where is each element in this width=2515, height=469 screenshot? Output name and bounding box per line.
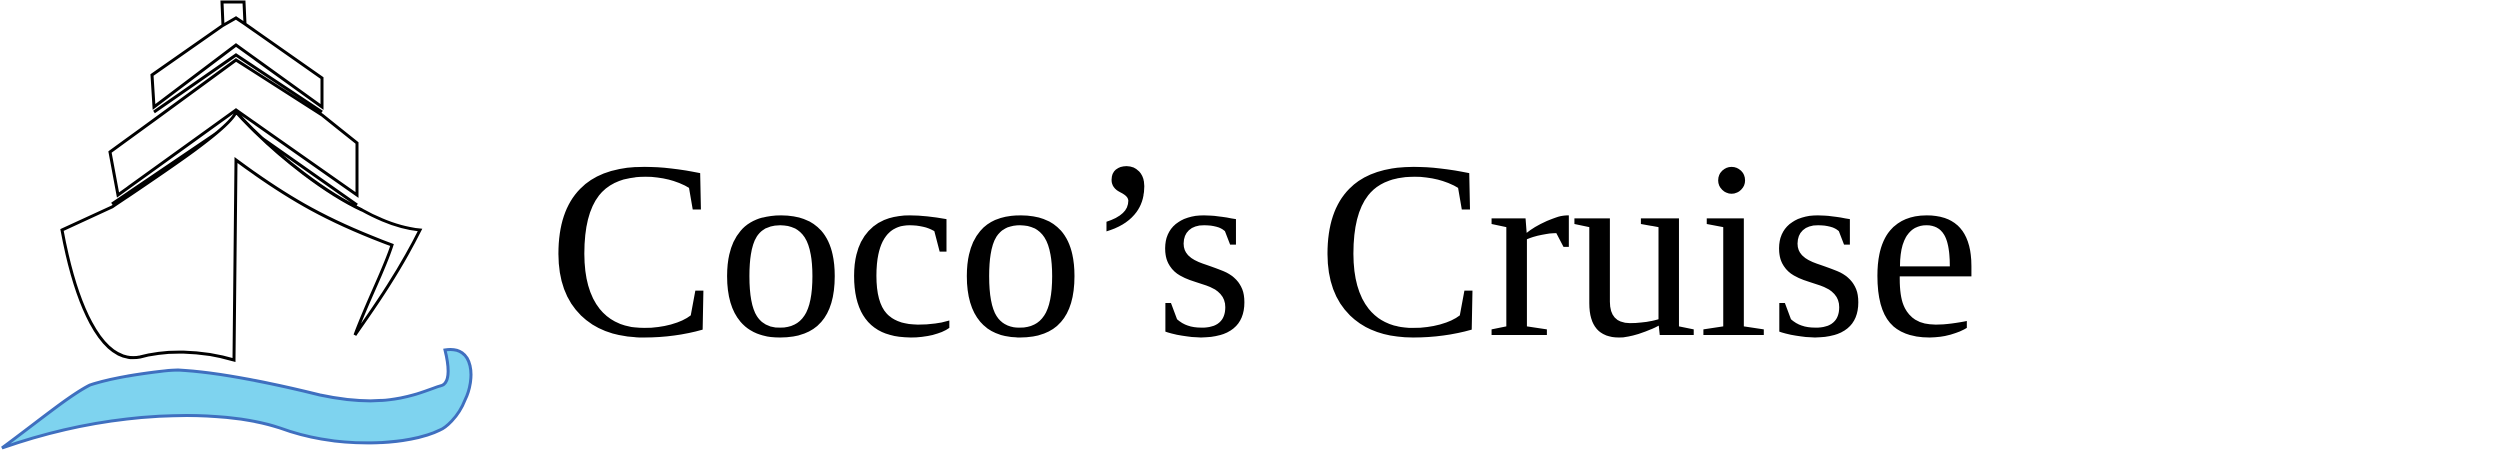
cruise-ship-icon: [0, 0, 490, 469]
ship-wave: [2, 350, 471, 448]
brand-name: Coco’s Cruise: [548, 109, 1981, 390]
